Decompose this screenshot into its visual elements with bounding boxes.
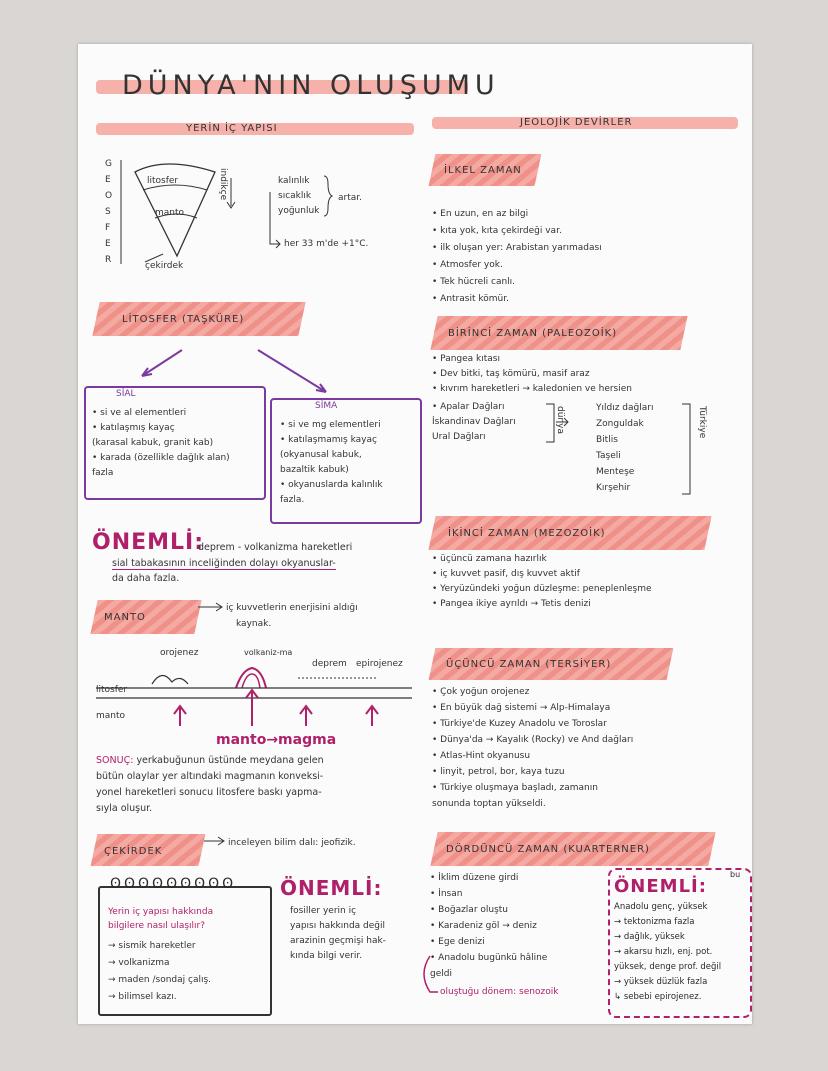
onemli-3-notes: Anadolu genç, yüksek → tektonizma fazla → dağlık, yüksek → akarsu hızlı, enj. pot. yüksek, denge prof. değil → yüksek düzlük fazla ↳ sebebi epirojenez. bbox=[614, 902, 722, 1002]
cekirdek-arrow bbox=[202, 834, 228, 848]
sial-notes: • si ve al elementleri • katılaşmış kayaç (karasal kabuk, granit kab) • karada (özellikle dağlık alan) fazla bbox=[92, 408, 230, 478]
dorduncu-notes: • İklim düzene girdi • İnsan • Boğazlar oluştu • Karadeniz göl → deniz • Ege denizi • Anadolu bugünkü hâline geldi bbox=[430, 873, 548, 979]
right-heading: JEOLOJİK DEVİRLER bbox=[520, 117, 633, 128]
ikinci-notes: • üçüncü zamana hazırlık • iç kuvvet pasif, dış kuvvet aktif • Yeryüzündeki yoğun düzleşme: peneplenleşme • Pangea ikiye ayrıldı → Tetis denizi bbox=[432, 554, 652, 609]
sonuc-line1: SONUÇ: yerkabuğunun üstünde meydana gelen bbox=[96, 755, 324, 766]
ilkel-notes: • En uzun, en az bilgi • kıta yok, kıta çekirdeği var. • ilk oluşan yer: Arabistan yarımadası • Atmosfer yok. • Tek hücreli canlı. • Antrasit kömür. bbox=[432, 209, 602, 304]
bubble-question-2: bilgilere nasıl ulaşılır? bbox=[108, 921, 206, 931]
sima-title: SİMA bbox=[315, 401, 338, 411]
sial-title: SİAL bbox=[116, 389, 136, 399]
turkiye-bracket bbox=[680, 402, 694, 498]
manto-note-line1: iç kuvvetlerin enerjisini aldığı bbox=[226, 603, 358, 613]
geosfer-vertical: G E O S F E R bbox=[105, 159, 113, 265]
sima-notes: • si ve mg elementleri • katılaşmamış kayaç (okyanusal kabuk, bazaltik kabuk) • okyanuslarda kalınlık fazla. bbox=[280, 420, 383, 505]
ucuncu-notes: • Çok yoğun orojenez • En büyük dağ sistemi → Alp-Himalaya • Türkiye'de Kuzey Anadolu ve Toroslar • Dünya'da → Kayalık (Rocky) ve And dağları • Atlas-Hint okyanusu • linyit, petrol, bor, kaya tuzu • Türkiye oluşmaya başladı, zamanın sonunda toptan yükseldi. bbox=[432, 687, 634, 809]
manto-heading: MANTO bbox=[104, 612, 146, 623]
temperature-note: her 33 m'de +1°C. bbox=[284, 239, 369, 249]
onemli-2-notes: fosiller yerin iç yapısı hakkında değil arazinin geçmişi hak- kında bilgi verir. bbox=[290, 906, 386, 961]
bubble-question-1: Yerin iç yapısı hakkında bbox=[108, 907, 214, 917]
birinci-turkey-mountains: Yıldız dağları Zonguldak Bitlis Taşeli Menteşe Kırşehir bbox=[596, 403, 654, 493]
ilkel-heading: İLKEL ZAMAN bbox=[444, 165, 522, 176]
turkiye-label: Türkiye bbox=[697, 406, 707, 439]
onemli-3-head: ÖNEMLİ: bbox=[614, 876, 707, 897]
sonuc-line2: bütün olaylar yer altındaki magmanın konveksi- bbox=[96, 771, 324, 782]
properties-result: artar. bbox=[338, 193, 362, 203]
earth-layers-cone bbox=[115, 158, 275, 270]
ucuncu-heading: ÜÇÜNCÜ ZAMAN (TERSİYER) bbox=[446, 659, 612, 670]
litosfer-heading: LİTOSFER (TAŞKÜRE) bbox=[122, 314, 245, 325]
onemli-1-line3: da daha fazla. bbox=[112, 573, 180, 584]
dorduncu-heading: DÖRDÜNCÜ ZAMAN (KUARTERNER) bbox=[446, 844, 650, 855]
birinci-heading: BİRİNCİ ZAMAN (PALEOZOİK) bbox=[448, 328, 618, 339]
diagram-label-orojenez: orojenez bbox=[160, 648, 199, 658]
manto-arrow bbox=[196, 600, 226, 614]
bubble-answers: → sismik hareketler → volkanizma → maden /sondaj çalış. → bilimsel kazı. bbox=[108, 941, 212, 1002]
onemli-1-line2: sial tabakasının inceliğinden dolayı okyanuslar- bbox=[112, 558, 336, 569]
indikce-label: indikçe bbox=[218, 168, 228, 201]
cone-label-cekirdek: çekirdek bbox=[145, 261, 184, 271]
sonuc-line3: yonel hareketleri sonucu litosfere baskı yapma- bbox=[96, 787, 322, 798]
spiral-binding: ʘʘʘʘʘʘʘʘʘ bbox=[110, 876, 237, 892]
diagram-label-epirojenez: epirojenez bbox=[356, 659, 403, 669]
onemli-1-line1: deprem - volkanizma hareketleri bbox=[198, 542, 353, 553]
left-heading: YERİN İÇ YAPISI bbox=[186, 123, 278, 134]
cone-label-manto: manto bbox=[155, 208, 185, 218]
cekirdek-heading: ÇEKİRDEK bbox=[104, 846, 163, 857]
sonuc-line4: sıyla oluşur. bbox=[96, 803, 153, 814]
onemli-1-head: ÖNEMLİ: bbox=[92, 530, 205, 555]
diagram-label-litosfer: litosfer bbox=[96, 685, 128, 695]
senozoik-note: oluştuğu dönem: senozoik bbox=[440, 987, 559, 997]
ikinci-heading: İKİNCİ ZAMAN (MEZOZOİK) bbox=[448, 528, 606, 539]
birinci-notes: • Pangea kıtası • Dev bitki, taş kömürü, masif araz • kıvrım hareketleri → kaledonien ve hersien bbox=[432, 354, 632, 394]
dunya-label: dünya bbox=[555, 406, 565, 434]
cekirdek-note: inceleyen bilim dalı: jeofizik. bbox=[228, 838, 356, 848]
manto-magma-caption: manto→magma bbox=[216, 732, 337, 748]
manto-note-line2: kaynak. bbox=[236, 619, 272, 629]
layer-properties: kalınlık sıcaklık yoğunluk bbox=[278, 176, 320, 216]
diagram-label-deprem: deprem bbox=[312, 659, 347, 669]
diagram-label-volkanizma: volkaniz-ma bbox=[244, 648, 293, 657]
page-title: DÜNYA'NIN OLUŞUMU bbox=[122, 70, 500, 101]
manto-diagram bbox=[96, 664, 416, 730]
onemli-2-head: ÖNEMLİ: bbox=[280, 876, 383, 900]
onemli-3-bu: bu bbox=[730, 870, 741, 879]
cone-label-litosfer: litosfer bbox=[147, 176, 179, 186]
birinci-world-mountains: • Apalar Dağları İskandinav Dağları Ural Dağları bbox=[432, 402, 516, 442]
diagram-label-manto: manto bbox=[96, 711, 126, 721]
